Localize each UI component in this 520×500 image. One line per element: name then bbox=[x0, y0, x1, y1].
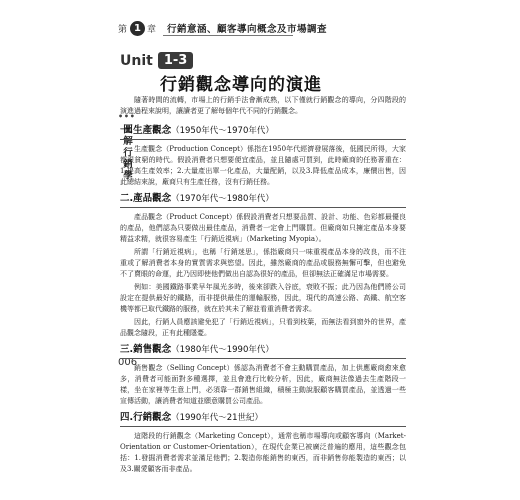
paragraph: 因此，行銷人員應該避免犯了「行銷近視病」，只看到枝葉，而無法看到窗外的世界，產品觀念隨段，正有此種隱憂。 bbox=[120, 318, 406, 337]
subsection-heading-text: 二.產品觀念 bbox=[120, 193, 172, 204]
paragraph: 這階段的行銷觀念（Marketing Concept），通常也稱市場導向或顧客導向（Market-Orientation or Customer-Orientation），在現代企業已被廣泛普遍的應用，這些觀念包括：1.發掘消費者需求並滿足他們；2.製造你能銷售的東西，而非銷售你能製造的東西；以及3.關愛顧客而非產品。 bbox=[120, 432, 406, 473]
chapter-title: 行銷意涵、顧客導向概念及市場調查 bbox=[167, 24, 328, 35]
subsection-range: （1990年代～21世紀） bbox=[171, 413, 264, 423]
page-number: 006 bbox=[118, 357, 138, 368]
header-rule bbox=[163, 35, 293, 36]
subsection-heading bbox=[120, 412, 406, 427]
paragraph: 生產觀念（Production Concept）係指在1950年代經濟發展落後，低國民所得，大家都很貧窮的時代。假設消費者只想要便宜產品，並且隨處可買到，此時廠商的任務著重在：1.提高生產效率；2.大量產出單一化產品，大量配銷，以及3.降低產品成本，廉價出售，因此總結來說，廠商只有生產任務，沒有行銷任務。 bbox=[120, 145, 406, 186]
subsection-heading bbox=[120, 125, 406, 140]
margin-dots: • • • bbox=[118, 112, 134, 121]
intro-paragraph: 隨著時間的流轉，市場上的行銷手法會漸成熟，以下僅就行銷觀念的導向，分四階段的演進過程來說明，讓讀者更了解每個年代不同的行銷觀念。 bbox=[120, 96, 406, 115]
subsection-heading-text: 一.生產觀念 bbox=[120, 125, 172, 136]
margin-label-text: 圖解行銷學 bbox=[120, 124, 132, 182]
subsection-heading bbox=[120, 193, 406, 208]
subsection-range: （1950年代～1970年代） bbox=[171, 126, 274, 136]
chapter-suffix: 章 bbox=[147, 24, 158, 35]
subsection-range: （1980年代～1990年代） bbox=[171, 345, 274, 355]
unit-word: Unit bbox=[120, 52, 153, 69]
unit-label bbox=[120, 52, 193, 69]
chapter-prefix: 第 bbox=[118, 24, 129, 35]
unit-number: 1-3 bbox=[158, 52, 194, 69]
running-header bbox=[118, 21, 327, 35]
body-text bbox=[120, 95, 406, 477]
subsection-heading bbox=[120, 344, 406, 359]
paragraph: 所謂「行銷近視病」，也稱「行銷迷思」，係指廠商只一味重視產品本身的改良，而不注重或了解消費者本身的實質需求與慾望。因此，雖然廠商的產品或服務無懈可擊，但也避免不了賣眼的命運，此乃因即使他們做出自認為很好的產品，但卻無法正確滿足市場需要。 bbox=[120, 248, 406, 278]
subsection-heading-text: 四.行銷觀念 bbox=[120, 412, 172, 423]
paragraph: 例如：美國鐵路事業早年風光多時，後來卻跌入谷底，衰敗不振；此乃因為他們將公司設定在提供最好的鐵路，而非提供最佳的運輸服務，因此，現代的高速公路、高鐵、航空客機等都已取代鐵路的服務，就在於其未了解並看重消費者需求。 bbox=[120, 283, 406, 313]
paragraph: 產品觀念（Product Concept）係假設消費者只想要品質、設計、功能、色彩都最優良的產品，他們認為只要做出最佳產品，消費者一定會上門購買。但廠商如只擁定產品本身要精益求精，就很容易產生「行銷近視病」（Marketing Myopia）。 bbox=[120, 213, 406, 243]
subsection-range: （1970年代～1980年代） bbox=[171, 194, 274, 204]
section-title: 行銷觀念導向的演進 bbox=[160, 75, 322, 95]
subsection-heading-text: 三.銷售觀念 bbox=[120, 344, 172, 355]
paragraph: 銷售觀念（Selling Concept）係認為消費者不會主動購買產品，加上供應廠商愈來愈多，消費者可能面對多種選擇，並且會進行比較分析，因此，廠商無法像過去生產階段一樣，坐在家裡等生意上門，必須靠一群銷售組織，積極主動說服顧客購買產品，並透過一些宣傳活動，讓消費者知道並願意購買公司產品。 bbox=[120, 364, 406, 405]
chapter-number-badge: 1 bbox=[130, 21, 145, 36]
